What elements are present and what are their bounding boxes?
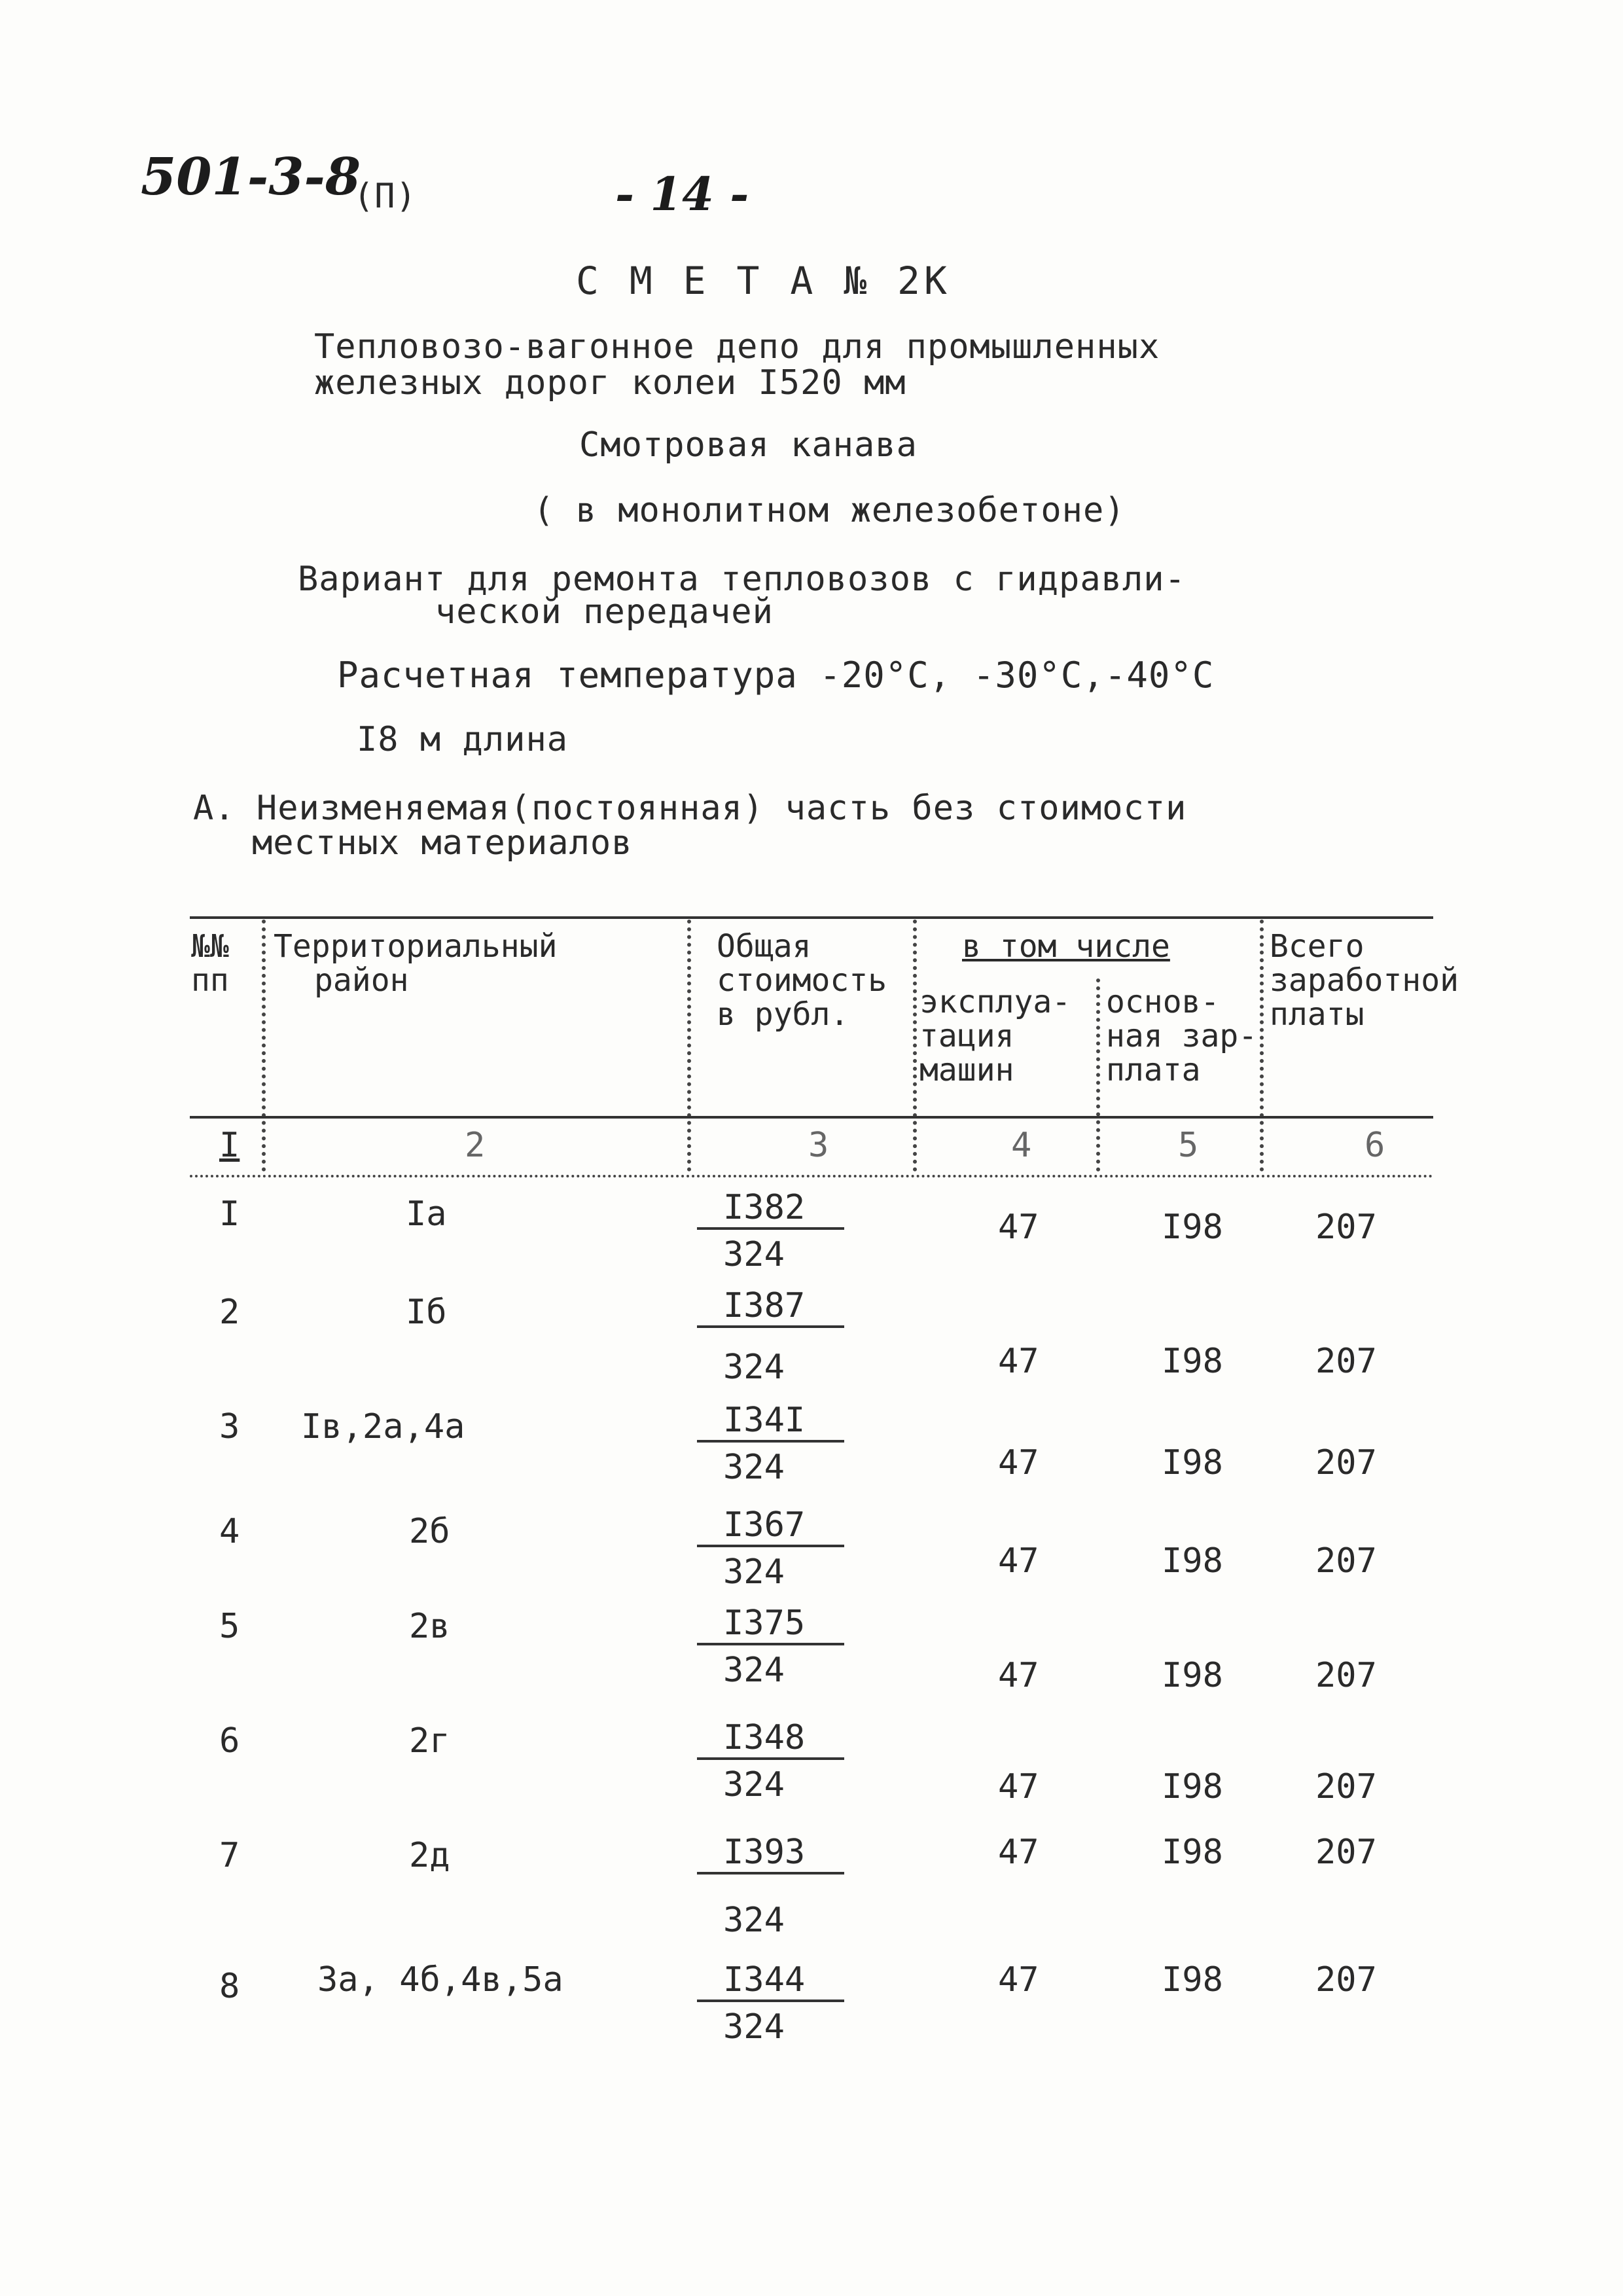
local-materials-value: 324	[723, 2007, 785, 2047]
row-total-pay: 207	[1315, 1342, 1377, 1381]
row-region: 2д	[409, 1836, 450, 1875]
local-materials-value: 324	[723, 1901, 785, 1940]
row-total-pay: 207	[1315, 1960, 1377, 2000]
header-machines-c: машин	[919, 1052, 1014, 1088]
row-number: 2	[219, 1293, 240, 1332]
row-machines: 47	[998, 1443, 1039, 1482]
header-bottom-border	[190, 1116, 1433, 1119]
total-cost-value: I393	[697, 1833, 844, 1874]
row-total-pay: 207	[1315, 1656, 1377, 1695]
section-heading-line-1: А. Неизменяемая(постоянная) часть без стоимости	[193, 789, 1187, 828]
col-number-6: 6	[1364, 1126, 1385, 1165]
page-number: - 14 -	[615, 167, 749, 221]
header-region-b: район	[314, 962, 409, 999]
total-cost-value: I344	[697, 1960, 844, 2002]
row-base-pay: I98	[1162, 1541, 1223, 1581]
header-base-pay-c: плата	[1106, 1052, 1201, 1088]
row-region: 2г	[409, 1721, 450, 1761]
title-line-7: Расчетная температура -20°С, -30°С,-40°С	[337, 655, 1215, 696]
row-total-cost	[723, 1401, 844, 1487]
total-cost-value: I348	[697, 1718, 844, 1760]
title-line-5: Вариант для ремонта тепловозов с гидравли-	[298, 560, 1186, 599]
title-line-2: железных дорог колеи I520 мм	[314, 363, 906, 403]
title-line-6: ческой передачей	[435, 592, 774, 632]
row-region: 2б	[409, 1512, 450, 1551]
total-cost-value: I375	[697, 1604, 844, 1645]
row-total-cost	[723, 1505, 844, 1592]
row-number: 4	[219, 1512, 240, 1551]
header-total-a: Общая	[717, 928, 812, 965]
header-group: в том числе	[962, 928, 1170, 965]
header-region-a: Территориальный	[274, 928, 558, 965]
row-total-pay: 207	[1315, 1541, 1377, 1581]
title-line-1: Тепловозо-вагонное депо для промышленных	[314, 327, 1160, 367]
row-total-pay: 207	[1315, 1833, 1377, 1872]
row-total-pay: 207	[1315, 1443, 1377, 1482]
row-machines: 47	[998, 1342, 1039, 1381]
row-base-pay: I98	[1162, 1833, 1223, 1872]
row-region: 2в	[409, 1607, 450, 1646]
document-mark: (П)	[353, 177, 417, 216]
row-machines: 47	[998, 1960, 1039, 2000]
row-region: Iв,2а,4а	[301, 1407, 465, 1446]
col-number-3: 3	[808, 1126, 829, 1165]
header-base-pay-a: основ-	[1106, 984, 1220, 1020]
col-separator-4	[1096, 978, 1100, 1172]
col-separator-3	[913, 920, 917, 1172]
row-total-cost	[723, 1718, 844, 1804]
row-total-cost	[723, 1833, 844, 1940]
row-total-cost	[723, 1960, 844, 2047]
document-code: 501-3-8	[141, 147, 361, 207]
row-base-pay: I98	[1162, 1960, 1223, 2000]
header-number-a: №№	[191, 928, 229, 965]
local-materials-value: 324	[723, 1765, 785, 1804]
header-number-b: пп	[191, 962, 229, 999]
header-machines-a: эксплуа-	[919, 984, 1071, 1020]
row-total-pay: 207	[1315, 1208, 1377, 1247]
total-cost-value: I382	[697, 1188, 844, 1230]
row-machines: 47	[998, 1833, 1039, 1872]
row-number: I	[219, 1194, 240, 1234]
col-number-4: 4	[1011, 1126, 1032, 1165]
title-line-3: Смотровая канава	[579, 425, 918, 465]
local-materials-value: 324	[723, 1235, 785, 1274]
header-total-b: стоимость	[717, 962, 887, 999]
row-base-pay: I98	[1162, 1767, 1223, 1806]
col-separator-2	[687, 920, 691, 1172]
header-total-pay-a: Всего	[1270, 928, 1364, 965]
row-total-pay: 207	[1315, 1767, 1377, 1806]
row-base-pay: I98	[1162, 1656, 1223, 1695]
header-total-c: в рубл.	[717, 996, 849, 1033]
header-total-pay-c: платы	[1270, 996, 1364, 1033]
col-number-1: I	[219, 1126, 240, 1165]
section-heading-line-2: местных материалов	[252, 823, 633, 863]
total-cost-value: I367	[697, 1505, 844, 1547]
row-base-pay: I98	[1162, 1443, 1223, 1482]
header-total-pay-b: заработной	[1270, 962, 1459, 999]
row-number: 8	[219, 1967, 240, 2006]
col-separator-5	[1260, 920, 1264, 1172]
header-base-pay-b: ная зар-	[1106, 1018, 1258, 1054]
row-number: 5	[219, 1607, 240, 1646]
col-number-2: 2	[465, 1126, 486, 1165]
col-number-bottom-border	[190, 1175, 1433, 1177]
title-line-4: ( в монолитном железобетоне)	[533, 491, 1126, 530]
header-machines-b: тация	[919, 1018, 1014, 1054]
local-materials-value: 324	[723, 1651, 785, 1690]
local-materials-value: 324	[723, 1448, 785, 1487]
row-total-cost	[723, 1286, 844, 1387]
col-separator-1	[262, 920, 266, 1172]
local-materials-value: 324	[723, 1348, 785, 1387]
row-region: 3а, 4б,4в,5а	[317, 1960, 563, 2000]
table-top-border	[190, 916, 1433, 919]
title-line-8: I8 м длина	[357, 720, 569, 759]
row-number: 6	[219, 1721, 240, 1761]
row-total-cost	[723, 1188, 844, 1274]
total-cost-value: I34I	[697, 1401, 844, 1443]
row-machines: 47	[998, 1767, 1039, 1806]
row-total-cost	[723, 1604, 844, 1690]
total-cost-value: I387	[697, 1286, 844, 1328]
estimate-title: С М Е Т А № 2К	[576, 259, 951, 303]
row-number: 7	[219, 1836, 240, 1875]
row-machines: 47	[998, 1656, 1039, 1695]
local-materials-value: 324	[723, 1552, 785, 1592]
col-number-5: 5	[1178, 1126, 1199, 1165]
row-machines: 47	[998, 1208, 1039, 1247]
row-region: Iб	[406, 1293, 447, 1332]
row-region: Iа	[406, 1194, 447, 1234]
row-base-pay: I98	[1162, 1208, 1223, 1247]
row-base-pay: I98	[1162, 1342, 1223, 1381]
row-number: 3	[219, 1407, 240, 1446]
row-machines: 47	[998, 1541, 1039, 1581]
